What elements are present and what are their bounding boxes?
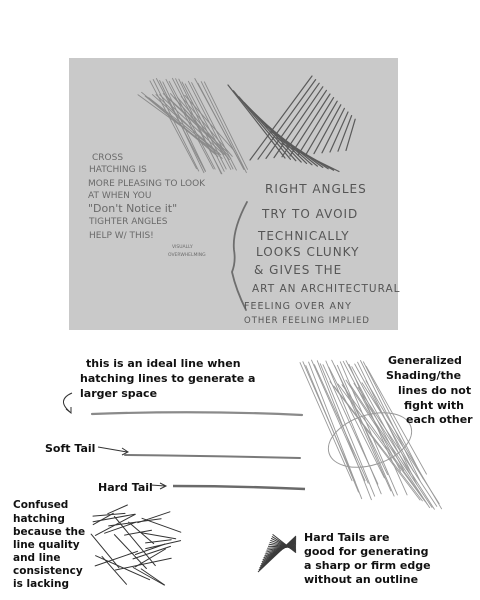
soft-tail-label: Soft Tail xyxy=(45,442,96,455)
note-line: lines do not xyxy=(398,384,472,397)
note-line: CROSS xyxy=(92,153,124,163)
note-line: Shading/the xyxy=(386,369,462,382)
note-line: Generalized xyxy=(388,354,462,367)
hard-tail-arrow xyxy=(151,485,165,486)
note-line: HATCHING IS xyxy=(89,165,147,175)
note-line: fight with xyxy=(404,399,464,412)
confused-hatching xyxy=(91,505,181,585)
note-line: ART AN ARCHITECTURAL xyxy=(252,283,401,295)
hatch-stroke xyxy=(125,530,152,535)
note-line: TIGHTER ANGLES xyxy=(89,217,168,227)
note-line: & GIVES THE xyxy=(254,263,343,277)
note-line: LOOKS CLUNKY xyxy=(256,245,360,259)
note-line: and line xyxy=(13,552,61,564)
note-line: hatching xyxy=(13,513,65,525)
note-line: AT WHEN YOU xyxy=(88,191,152,201)
hatch-stroke xyxy=(96,556,150,580)
hard-tail-label: Hard Tail xyxy=(98,481,153,494)
note-line: FEELING OVER ANY xyxy=(244,301,352,312)
note-line: each other xyxy=(406,413,473,426)
note-line: a sharp or firm edge xyxy=(304,559,431,572)
note-line: TECHNICALLY xyxy=(258,229,350,243)
note-line: hatching lines to generate a xyxy=(80,372,256,385)
note-line: this is an ideal line when xyxy=(86,357,241,370)
note-line: MORE PLEASING TO LOOK xyxy=(88,179,206,189)
note-line: OVERWHELMING xyxy=(168,253,206,258)
confused-hatching-note xyxy=(13,499,89,590)
note-line: because the xyxy=(13,526,86,538)
generalized-shading-hatching xyxy=(300,360,442,509)
ideal-line-stroke xyxy=(92,412,302,415)
soft-tail-arrow xyxy=(98,447,127,452)
hard-tail-patch xyxy=(258,534,296,572)
note-line: "Don't Notice it" xyxy=(88,202,178,215)
hard-tails-good-note xyxy=(304,531,434,586)
note-line: good for generating xyxy=(304,545,429,558)
note-line: without an outline xyxy=(304,573,419,586)
note-line: VISUALLY xyxy=(172,245,193,250)
hatch-stroke xyxy=(133,568,164,586)
soft-tail-stroke xyxy=(125,455,300,458)
note-line: Confused xyxy=(13,499,69,511)
note-line: OTHER FEELING IMPLIED xyxy=(244,316,370,326)
note-line: RIGHT ANGLES xyxy=(265,182,367,196)
hatch-stroke xyxy=(135,549,165,567)
note-line: line quality xyxy=(13,539,80,551)
note-line: is lacking xyxy=(13,578,69,590)
hatch-stroke xyxy=(108,505,128,514)
note-line: Hard Tails are xyxy=(304,531,390,544)
hard-tail-stroke xyxy=(173,486,305,489)
note-line: HELP W/ THIS! xyxy=(89,231,154,241)
ideal-line-note xyxy=(80,357,259,400)
note-line: consistency xyxy=(13,565,83,577)
hatch-stroke xyxy=(141,569,164,585)
note-line: TRY TO AVOID xyxy=(262,207,359,221)
note-line: larger space xyxy=(80,387,158,400)
